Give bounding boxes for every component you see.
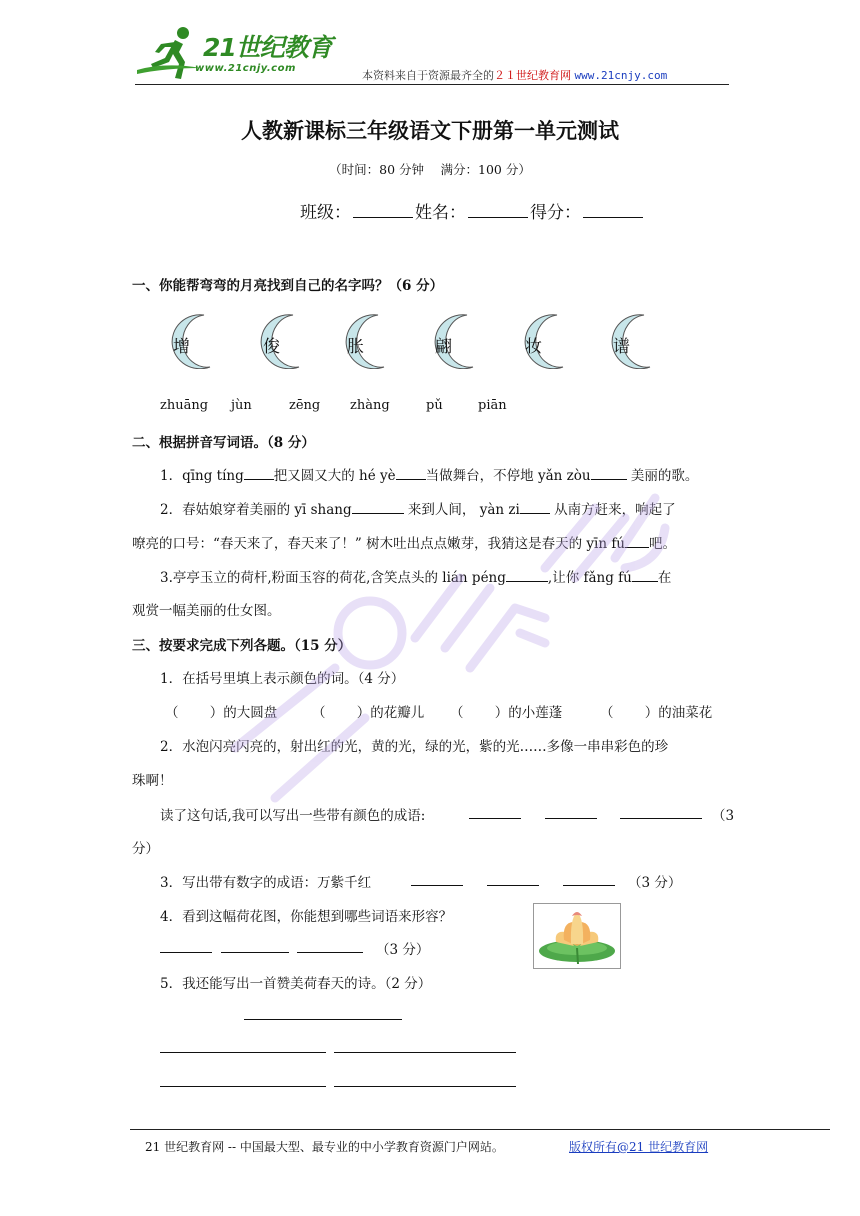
q-text: 把又圆又大的 hé yè [273,468,396,484]
answer-blank[interactable] [591,467,627,480]
copyright-link[interactable]: 版权所有@21 世纪教育网 [569,1140,709,1154]
points-label: （3 分） [628,875,682,891]
answer-blank[interactable] [244,467,274,480]
header-note [362,67,667,83]
section1-heading: 一、你能帮弯弯的月亮找到自己的名字吗？（6 分） [132,278,444,294]
s3-question-1: 1．在括号里填上表示颜色的词。（4 分） [160,671,405,687]
points-label: （3 分） [376,942,430,958]
answer-blank[interactable] [352,501,404,514]
answer-blank[interactable] [297,952,363,953]
moon-char: 增 [173,337,190,357]
logo-text: 21世纪教育 [203,33,332,62]
answer-blank[interactable] [632,569,658,582]
class-label: 班级： [300,203,351,223]
answer-blank[interactable] [487,885,539,886]
answer-blank[interactable] [545,818,597,819]
pinyin-label: zhuāng [160,398,209,413]
s2-question-2-cont [132,532,676,552]
q-text: 吧。 [649,536,677,552]
s3-question-2: 2．水泡闪亮闪亮的，射出红的光，黄的光，绿的光，紫的光……多像一串串彩色的珍 [160,739,669,755]
header-note-prefix: 本资料来自于资源最齐全的 [362,69,494,82]
header-divider [135,84,729,85]
name-blank[interactable] [468,203,528,218]
q-text: ,让你 fǎng fú [547,570,632,586]
moon-icon [338,313,390,369]
s3-question-4: 4．看到这幅荷花图，你能想到哪些词语来形容？ [160,909,453,925]
logo-url: www.21cnjy.com [195,63,296,74]
poem-line-blank[interactable] [334,1052,516,1053]
section2-heading: 二、根据拼音写词语。（8 分） [132,435,315,451]
poem-title-blank[interactable] [244,1019,402,1020]
answer-blank[interactable] [563,885,615,886]
moon-char: 谱 [613,337,630,357]
score-blank[interactable] [583,203,643,218]
s3-question-2-cont: 珠啊！ [132,773,173,789]
s2-question-2 [160,498,676,518]
answer-blank[interactable] [625,535,649,548]
answer-blank[interactable] [411,885,463,886]
q-text: 1．qīng tíng [160,468,244,484]
pinyin-label: zhàng [350,398,390,413]
points-label: （3 [712,808,735,824]
s2-question-3-cont: 观赏一幅美丽的仕女图。 [132,603,281,619]
points-label-cont: 分） [132,841,159,857]
site-logo [135,24,345,82]
s3-question-2-prompt: 读了这句话,我可以写出一些带有颜色的成语: [160,808,426,824]
pinyin-label: piān [478,398,507,413]
answer-blank[interactable] [469,818,521,819]
footer-text: 21 世纪教育网 -- 中国最大型、最专业的中小学教育资源门户网站。 [145,1140,504,1154]
lotus-flower-image [533,903,621,969]
page-subtitle: （时间：80 分钟 满分：100 分） [329,162,531,177]
answer-blank[interactable] [221,952,289,953]
footer-copyright[interactable] [569,1138,708,1155]
answer-blank[interactable] [160,952,212,953]
pinyin-label: jùn [231,398,252,413]
section3-heading: 三、按要求完成下列各题。（15 分） [132,638,352,654]
poem-line-blank[interactable] [334,1086,516,1087]
class-blank[interactable] [353,203,413,218]
s3-question-3: 3．写出带有数字的成语：万紫千红 [160,875,372,891]
footer-divider [130,1129,830,1130]
header-note-site[interactable]: ２１世纪教育网 [494,69,571,82]
color-word-item[interactable]: （ ）的花瓣儿 [312,705,425,721]
poem-line-blank[interactable] [160,1086,326,1087]
answer-blank[interactable] [396,467,426,480]
q-text: 从南方赶来，响起了 [549,502,676,518]
q-text: 美丽的歌。 [626,468,699,484]
moon-char: 妆 [525,337,542,357]
header-note-url[interactable]: www.21cnjy.com [574,69,668,82]
pinyin-label: pǔ [426,398,443,413]
moon-icon [604,313,656,369]
answer-blank[interactable] [506,569,548,582]
poem-line-blank[interactable] [160,1052,326,1053]
answer-blank[interactable] [620,818,702,819]
q-text: 嘹亮的口号：“春天来了，春天来了！” 树木吐出点点嫩芽，我猜这是春天的 yīn fú [132,536,626,552]
moon-char: 翩 [435,337,452,357]
s2-question-1 [160,464,698,484]
pinyin-label: zēng [289,398,321,413]
page-title: 人教新课标三年级语文下册第一单元测试 [241,118,619,143]
color-word-item[interactable]: （ ）的大圆盘 [165,705,278,721]
moon-char: 俊 [263,337,280,357]
moon-char: 胀 [347,337,364,357]
s3-question-5: 5．我还能写出一首赞美荷春天的诗。（2 分） [160,976,432,992]
q-text: 在 [657,570,672,586]
moon-icon [164,313,216,369]
student-info [300,198,645,223]
q-text: 2．春姑娘穿着美丽的 yī shang [160,502,352,518]
color-word-item[interactable]: （ ）的小莲蓬 [450,705,563,721]
q-text: 当做舞台，不停地 yǎn zòu [425,468,591,484]
answer-blank[interactable] [520,501,550,514]
score-label: 得分： [530,203,581,223]
s2-question-3 [160,566,671,586]
color-word-item[interactable]: （ ）的油菜花 [600,705,713,721]
q-text: 3.亭亭玉立的荷杆,粉面玉容的荷花,含笑点头的 lián péng [160,570,506,586]
name-label: 姓名： [415,203,466,223]
q-text: 来到人间， yàn zi [403,502,520,518]
